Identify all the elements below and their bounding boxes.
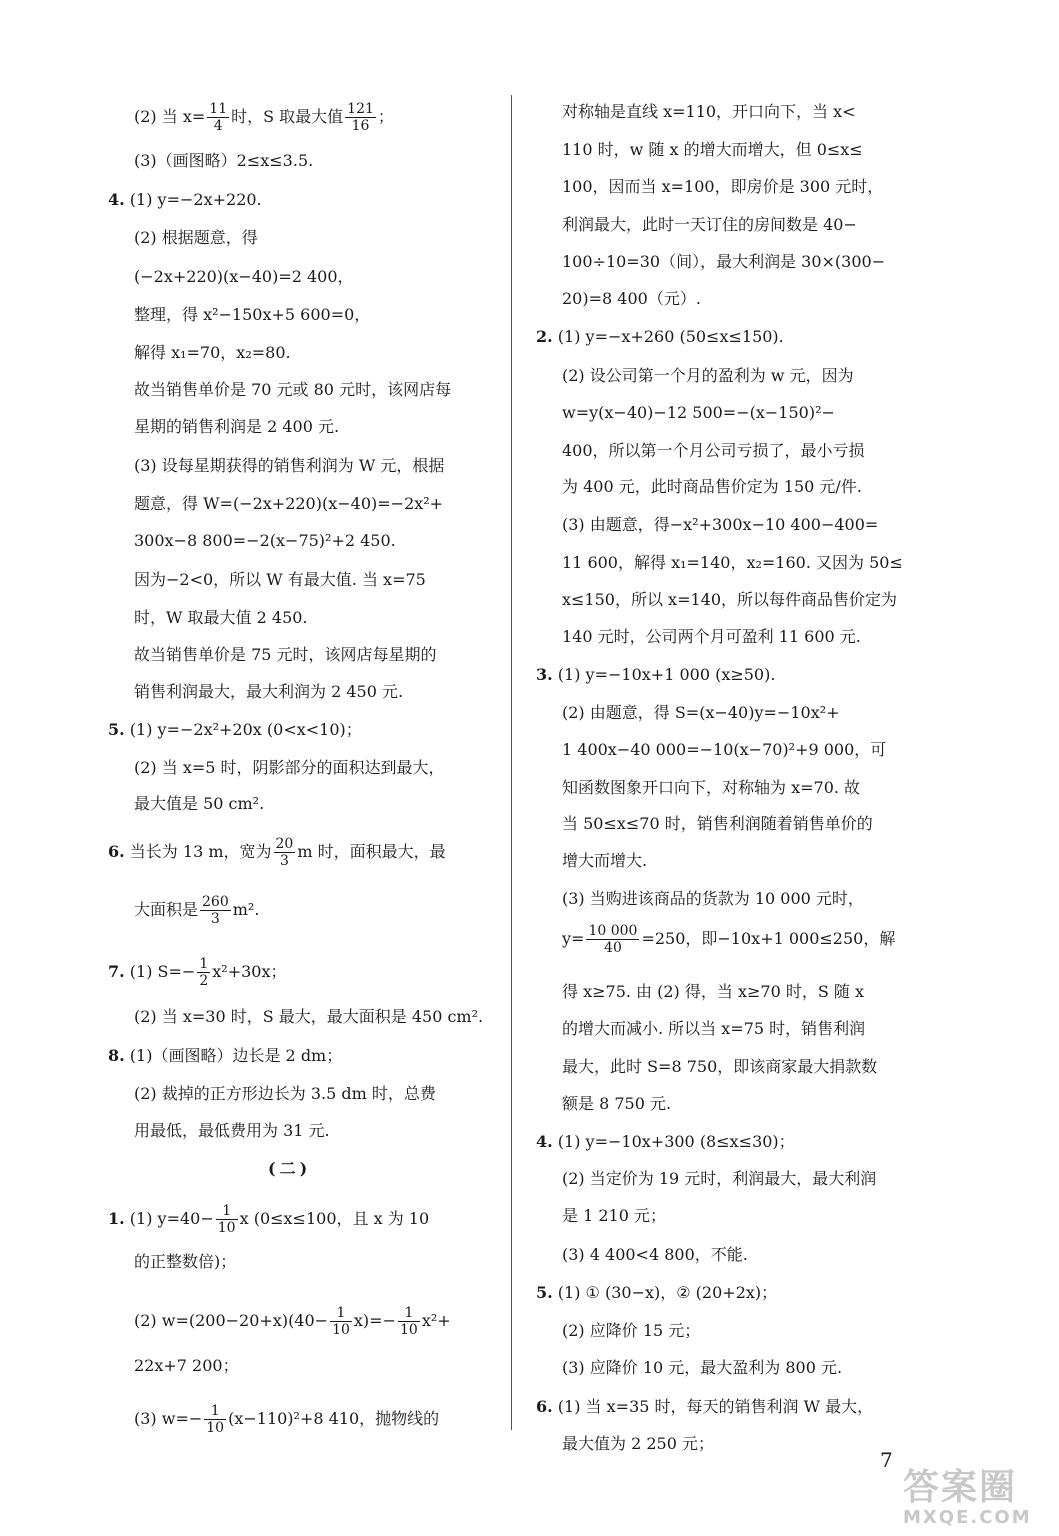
denominator: 4 — [213, 118, 223, 134]
text-line — [108, 189, 262, 211]
text-line: 知函数图象开口向下，对称轴为 x=70. 故 — [562, 778, 861, 797]
text-line: (3)（画图略）2≤x≤3.5. — [134, 151, 314, 170]
text: =250，即−10x+1 000≤250，解 — [641, 929, 896, 948]
text-line: 星期的销售利润是 2 400 元. — [134, 417, 340, 436]
question-number: 7. — [108, 962, 125, 981]
text-line: 得 x≥75. 由 (2) 得，当 x≥70 时，S 随 x — [562, 982, 865, 1001]
text-line — [536, 1282, 777, 1304]
numerator: 11 — [209, 101, 228, 117]
numerator: 1 — [216, 1203, 238, 1220]
text: (1) S=− — [129, 962, 196, 981]
text-line — [536, 326, 784, 348]
numerator: 1 — [398, 1305, 420, 1322]
numerator: 1 — [204, 1403, 226, 1420]
text: (1) y=−2x+220. — [129, 190, 262, 209]
text-line — [108, 836, 446, 869]
text: x)=− — [353, 1311, 396, 1330]
text-line: 的增大而减小. 所以当 x=75 时，销售利润 — [562, 1019, 866, 1038]
text-line: 400，所以第一个月公司亏损了，最小亏损 — [562, 441, 865, 460]
text-line — [536, 1396, 873, 1418]
text-line — [108, 956, 286, 989]
text-line: 22x+7 200； — [134, 1356, 239, 1375]
question-number: 4. — [536, 1132, 553, 1151]
text-line: 时，W 取最大值 2 450. — [134, 608, 308, 627]
question-number: 3. — [536, 665, 553, 684]
text-line: 20)=8 400（元）. — [562, 289, 701, 308]
watermark-url: MXQE.COM — [903, 1507, 1032, 1528]
text: (1) y=−10x+1 000 (x≥50). — [557, 665, 776, 684]
text: 当长为 13 m，宽为 — [129, 842, 272, 861]
denominator: 10 — [206, 1420, 225, 1436]
text: x²+ — [421, 1311, 451, 1330]
fraction — [345, 101, 376, 134]
text-line: 最大值是 50 cm². — [134, 794, 265, 813]
text-line — [108, 1045, 342, 1067]
text: m 时，面积最大，最 — [297, 842, 446, 861]
text-line — [562, 923, 895, 956]
text: 时，S 取最大值 — [231, 107, 344, 126]
text-line: (2) 裁掉的正方形边长为 3.5 dm 时，总费 — [134, 1084, 436, 1103]
question-number: 6. — [108, 842, 125, 861]
text-line: (3) 应降价 10 元，最大盈利为 800 元. — [562, 1358, 843, 1377]
text-line: 整理，得 x²−150x+5 600=0， — [134, 305, 371, 324]
text-line: 当 50≤x≤70 时，销售利润随着销售单价的 — [562, 814, 873, 833]
text-line: 11 600，解得 x₁=140，x₂=160. 又因为 50≤ — [562, 553, 903, 572]
text-line: 1 400x−40 000=−10(x−70)²+9 000，可 — [562, 740, 887, 759]
denominator: 3 — [279, 853, 289, 869]
text-line: 解得 x₁=70，x₂=80. — [134, 343, 291, 362]
text-line — [108, 719, 362, 741]
text: (2) w=(200−20+x)(40− — [134, 1311, 329, 1330]
text: (1) y=−2x²+20x (0<x<10)； — [129, 720, 362, 739]
text-line — [134, 894, 259, 927]
text-line: (2) 当 x=30 时，S 最大，最大面积是 450 cm². — [134, 1007, 484, 1026]
text-line: 300x−8 800=−2(x−75)²+2 450. — [134, 531, 396, 550]
question-number: 1. — [108, 1209, 125, 1228]
denominator: 40 — [604, 940, 622, 956]
text-line: 最大值为 2 250 元； — [562, 1434, 714, 1453]
fraction — [398, 1305, 420, 1338]
text-line — [536, 664, 775, 686]
text: (2) 当 x= — [134, 107, 206, 126]
text-line: (2) 当 x=5 时，阴影部分的面积达到最大， — [134, 758, 445, 777]
text: (1)（画图略）边长是 2 dm； — [129, 1046, 343, 1065]
text-line: 故当销售单价是 75 元时，该网店每星期的 — [134, 645, 437, 664]
text: ； — [377, 107, 394, 126]
text-line — [536, 1131, 795, 1153]
text-line: 故当销售单价是 70 元或 80 元时，该网店每 — [134, 380, 452, 399]
text-line: 110 时，w 随 x 的增大而增大，但 0≤x≤ — [562, 140, 863, 159]
denominator: 3 — [210, 911, 220, 927]
text: (1) ① (30−x)，② (20+2x)； — [557, 1283, 778, 1302]
text-line: 最大，此时 S=8 750，即该商家最大捐款数 — [562, 1057, 878, 1076]
section-heading: (二) — [268, 1159, 312, 1178]
text-line — [108, 1203, 429, 1236]
denominator: 16 — [351, 118, 370, 134]
text-line: 利润最大，此时一天订住的房间数是 40− — [562, 215, 857, 234]
text: (1) y=40− — [129, 1209, 214, 1228]
text: (1) y=−10x+300 (8≤x≤30)； — [557, 1132, 795, 1151]
text-line — [134, 1305, 451, 1338]
text-line: 用最低，最低费用为 31 元. — [134, 1121, 330, 1140]
text-line: (3) 设每星期获得的销售利润为 W 元，根据 — [134, 456, 445, 475]
text: (1) 当 x=35 时，每天的销售利润 W 最大， — [557, 1397, 874, 1416]
text-line: 对称轴是直线 x=110，开口向下，当 x< — [562, 102, 856, 121]
text-line: x≤150，所以 x=140，所以每件商品售价定为 — [562, 590, 898, 609]
fraction — [204, 1403, 226, 1436]
text: (x−110)²+8 410，抛物线的 — [228, 1409, 440, 1428]
text-line: 100÷10=30（间），最大利润是 30×(300− — [562, 252, 886, 271]
fraction — [274, 836, 296, 869]
fraction — [216, 1203, 238, 1236]
text-line: (2) 应降价 15 元； — [562, 1321, 701, 1340]
text-line: 的正整数倍)； — [134, 1252, 237, 1271]
fraction — [207, 101, 229, 134]
text: y= — [562, 929, 585, 948]
text-line: (2) 设公司第一个月的盈利为 w 元，因为 — [562, 366, 854, 385]
text: x²+30x； — [212, 962, 287, 981]
numerator: 121 — [347, 101, 374, 117]
fraction — [330, 1305, 352, 1338]
text: (1) y=−x+260 (50≤x≤150). — [557, 327, 784, 346]
text-line: 为 400 元，此时商品售价定为 150 元/件. — [562, 477, 862, 496]
fraction — [586, 923, 639, 956]
text-line: 是 1 210 元； — [562, 1206, 666, 1225]
column-divider — [511, 95, 512, 1430]
text-line: (−2x+220)(x−40)=2 400， — [134, 267, 354, 286]
text-line: 题意，得 W=(−2x+220)(x−40)=−2x²+ — [134, 494, 444, 513]
numerator: 10 000 — [588, 923, 638, 939]
text: 大面积是 — [134, 900, 199, 919]
question-number: 4. — [108, 190, 125, 209]
question-number: 2. — [536, 327, 553, 346]
text-line — [134, 1403, 439, 1436]
denominator: 10 — [399, 1322, 418, 1338]
text-line: 因为−2<0，所以 W 有最大值. 当 x=75 — [134, 570, 426, 589]
question-number: 5. — [108, 720, 125, 739]
text-line — [134, 101, 394, 134]
text: x (0≤x≤100，且 x 为 10 — [239, 1209, 430, 1228]
page-number: 7 — [880, 1448, 893, 1472]
denominator: 10 — [332, 1322, 350, 1338]
text: (3) w=− — [134, 1409, 203, 1428]
text-line: 140 元时，公司两个月可盈利 11 600 元. — [562, 627, 861, 646]
text-line: 100，因而当 x=100，即房价是 300 元时， — [562, 177, 884, 196]
text-line: 销售利润最大，最大利润为 2 450 元. — [134, 682, 404, 701]
text-line: (3) 当购进该商品的货款为 10 000 元时， — [562, 889, 864, 908]
numerator: 20 — [275, 836, 294, 852]
text-line: (2) 根据题意，得 — [134, 228, 258, 247]
numerator: 1 — [330, 1305, 352, 1322]
denominator: 2 — [199, 973, 209, 989]
text-line: (3) 由题意，得−x²+300x−10 400−400= — [562, 515, 879, 534]
denominator: 10 — [217, 1220, 236, 1236]
fraction — [197, 956, 210, 989]
text-line: w=y(x−40)−12 500=−(x−150)²− — [562, 403, 835, 422]
question-number: 5. — [536, 1283, 553, 1302]
question-number: 8. — [108, 1046, 125, 1065]
watermark-logo-text: 答案圈 — [903, 1467, 1018, 1508]
numerator: 260 — [202, 894, 229, 910]
fraction — [200, 894, 231, 927]
text-line: 增大而增大. — [562, 851, 648, 870]
question-number: 6. — [536, 1397, 553, 1416]
text-line: (2) 当定价为 19 元时，利润最大，最大利润 — [562, 1169, 877, 1188]
watermark-logo — [903, 1468, 1053, 1532]
text-line: (3) 4 400<4 800，不能. — [562, 1245, 748, 1264]
text: m². — [232, 900, 260, 919]
numerator: 1 — [199, 956, 209, 972]
text-line: 额是 8 750 元. — [562, 1094, 672, 1113]
text-line: (2) 由题意，得 S=(x−40)y=−10x²+ — [562, 703, 840, 722]
